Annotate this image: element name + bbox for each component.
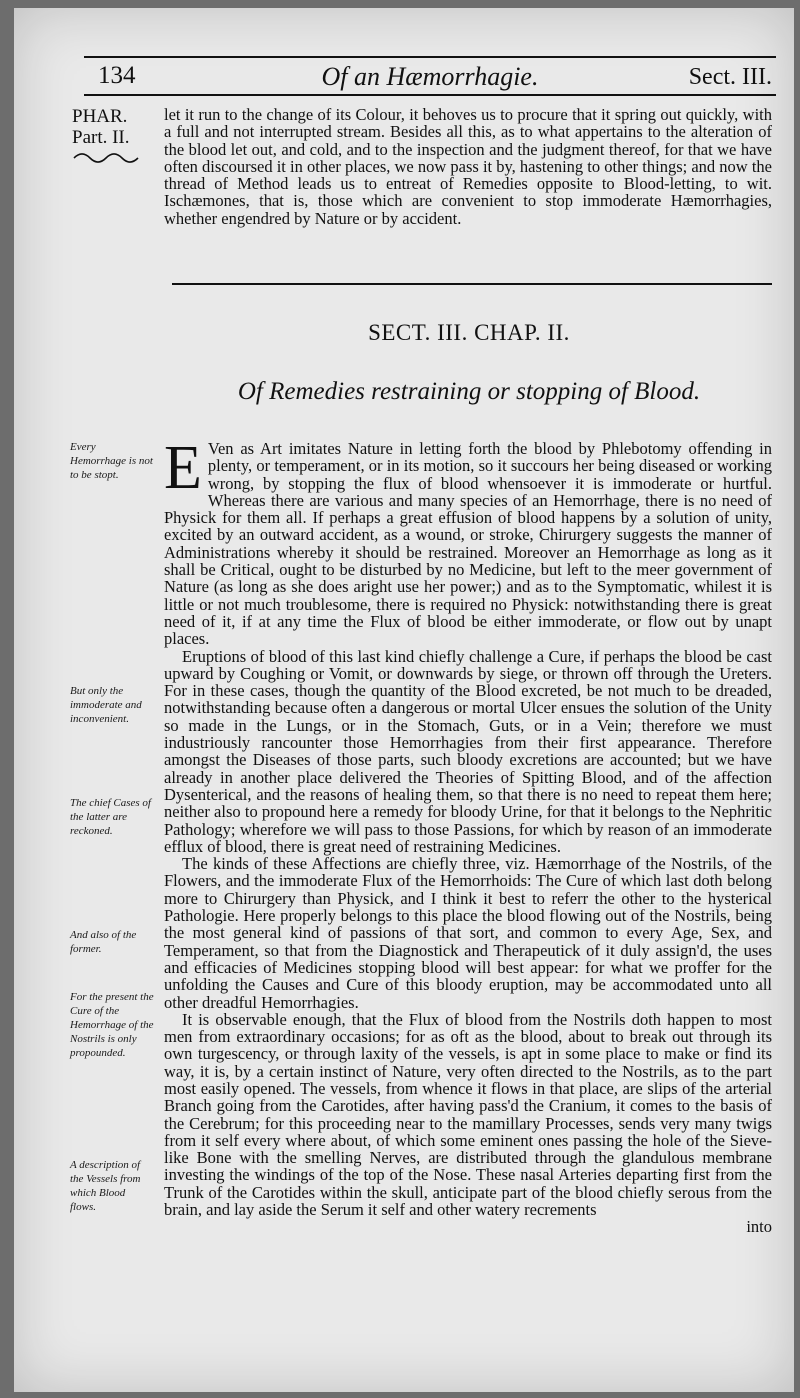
running-header	[84, 56, 776, 96]
phar-label-line2: Part. II.	[72, 127, 130, 148]
margin-note: The chief Cases of the latter are reckoned.	[70, 797, 151, 837]
chapter-heading: SECT. III. CHAP. II.	[368, 320, 570, 345]
phar-label-line1: PHAR.	[72, 106, 128, 127]
margin-note: Every Hemorrhage is not to be stopt.	[70, 441, 153, 481]
margin-note: A description of the Vessels from which Blood flows.	[70, 1159, 141, 1213]
drop-cap: E	[164, 434, 202, 502]
paragraph-3: The kinds of these Affections are chiefly three, viz. Hæmorrhage of the Nostrils, of the Flowers, and the immoderate Flux of the Hemorrhoids: The Cure of which last doth belong more to Chirurgery than Physick, and I think it best to referr the other to the hysterical Pathologie. Here properly belongs to this place the blood flowing out of the Nostrils, being the most general kind of passions of that sort, and common to every Age, Sex, and Temperament, so that from the Diagnostick and Therapeutick of it duly assign'd, the uses and efficacies of Medicines stopping blood will best appear: for what we proffer for the unfolding the Causes and Cure of this bloody eruption, may be accommodated unto all other dreadful Hemorrhagies.	[164, 854, 772, 1012]
chapter-body	[164, 434, 772, 1237]
margin-note: And also of the former.	[70, 929, 137, 955]
paragraph-2: Eruptions of blood of this last kind chiefly challenge a Cure, if perhaps the blood be cast upward by Coughing or Vomit, or downwards by siege, or thrown off through the Ureters. For in these cases, though the quantity of the Blood excreted, be not much to be dreaded, notwithstanding because often a dangerous or mortal Ulcer ensues the solution of the Unity so made in the Lungs, or in the Stomach, Guts, or in a Vein; therefore we must industriously rancounter those Hemorrhagies from their first appearance. Therefore amongst the Diseases of those parts, such bloody excretions are accounted; but we have already in another place delivered the Theories of Spitting Blood, and of the affection Dysenterical, and the reasons of healing them, so that there is no need to repeat them here; neither also to propound here a remedy for bloody Urine, for that it belongs to the Nephritic Pathology; wherefore we will pass to those Passions, for which by reason of an immoderate efflux of blood, there is great need of restraining Medicines.	[164, 646, 772, 856]
page-number: 134	[98, 62, 136, 89]
running-title: Of an Hæmorrhagie.	[321, 62, 539, 91]
phar-label	[72, 106, 162, 166]
section-rule	[172, 283, 772, 285]
section-label: Sect. III.	[688, 64, 772, 90]
book-page	[14, 8, 794, 1392]
margin-note: For the present the Cure of the Hemorrhage of the Nostrils is only propounded.	[70, 991, 154, 1059]
paragraph-1	[164, 434, 772, 649]
paragraph-1-text: Ven as Art imitates Nature in letting forth the blood by Phlebotomy offending in plenty, or temperament, or in its motion, so it succours her being diseased or working wrong, by stopping the flux of blood whensoever it is immoderate or hurtful. Whereas there are various and many species of an Hemorrhage, there is no need of Physick for them all. If perhaps a great effusion of blood happens by a solution of unity, excited by an outward accident, as a wound, or stroke, Chirurgery suggests the manner of Administrations whereby it should be restrained. Moreover an Hemorrhage as long as it shall be Critical, ought to be disturbed by no Medicine, but left to the meer government of Nature (as long as she does aright use her power;) and as to the Symptomatic, whilest it is little or not much troublesome, there is required no Physick: notwithstanding there is great need of it, if at any time the Flux of blood be either immoderate, or flow out by unapt places.	[164, 439, 772, 649]
header-rule-top	[84, 56, 776, 58]
paragraph-4: It is observable enough, that the Flux of blood from the Nostrils doth happen to most men from extraordinary occasions; for as oft as the blood, about to break out through its own turgescency, or through laxity of the vessels, is apt in some place to make or find its way, it is, by a certain instinct of Nature, very often directed to the Nostrils, as to the part most easily opened. The vessels, from whence it flows in that place, are slips of the arterial Branch going from the Carotides, after having pass'd the Cranium, it comes to the basis of the Cerebrum; for this proceeding near to the mamillary Processes, sends very many twigs from it self every where about, of which some eminent ones passing the hole of the Sieve-like Bone with the smelling Nerves, are distributed through the glandulous membrane investing the windings of the top of the Nose. These nasal Arteries departing first from the Trunk of the Carotides within the skull, anticipate part of the blood chiefly serous from the brain, and lay aside the Serum it self and other watery recrements	[164, 1009, 772, 1220]
chapter-subtitle: Of Remedies restraining or stopping of Blood.	[237, 378, 701, 405]
ornament-squiggle	[72, 150, 142, 166]
catchword: into	[746, 1217, 772, 1237]
header-rule-bottom	[84, 94, 776, 96]
intro-paragraph	[164, 106, 772, 227]
margin-note: But only the immoderate and inconvenient.	[70, 685, 142, 725]
intro-text: let it run to the change of its Colour, it behoves us to procure that it spring out quickly, with a full and not interrupted stream. Besides all this, as to what appertains to the alteration of the blood let out, and cold, and to the inspection and the judgment thereof, for that we have often discoursed it in other places, we now pass it by, hastening to other things; and now the thread of Method leads us to entreat of Remedies opposite to Blood-letting, to wit. Ischæmones, that is, those which are convenient to stop immoderate Hæmorrhagies, whether engendred by Nature or by accident.	[164, 105, 772, 228]
